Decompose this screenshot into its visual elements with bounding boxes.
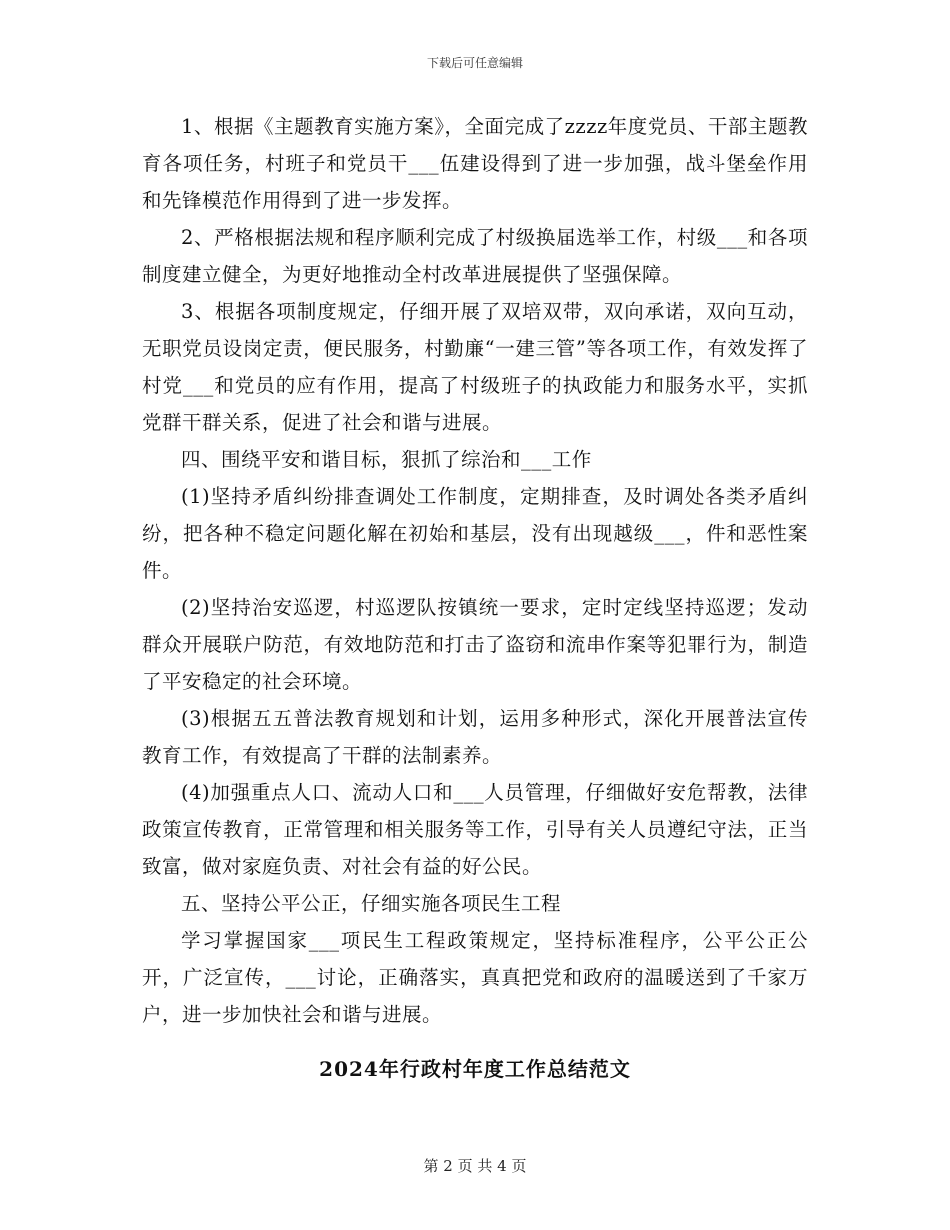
paragraph-4-4: (4)加强重点人口、流动人口和___人员管理，仔细做好安危帮教，法律政策宣传教育，正常管理和相关服务等工作，引导有关人员遵纪守法，正当致富，做对家庭负责、对社会有益的好公民。 xyxy=(142,781,808,878)
header-note: 下载后可任意编辑 xyxy=(426,56,523,70)
page-footer: 第 2 页 共 4 页 xyxy=(423,1157,527,1175)
section-heading-4: 四、围绕平安和谐目标，狠抓了综治和___工作 xyxy=(181,448,592,471)
paragraph-5-1: 学习掌握国家___项民生工程政策规定，坚持标准程序，公平公正公开，广泛宣传，___讨论，正确落实，真真把党和政府的温暖送到了千家万户，进一步加快社会和谐与进展。 xyxy=(142,929,808,1026)
paragraph-4-1: (1)坚持矛盾纠纷排查调处工作制度，定期排查，及时调处各类矛盾纠纷，把各种不稳定问题化解在初始和基层，没有出现越级___，件和恶性案件。 xyxy=(142,485,808,582)
paragraph-4-2: (2)坚持治安巡逻，村巡逻队按镇统一要求，定时定线坚持巡逻；发动群众开展联户防范，有效地防范和打击了盗窃和流串作案等犯罪行为，制造了平安稳定的社会环境。 xyxy=(142,596,808,693)
paragraph-1: 1、根据《主题教育实施方案》，全面完成了zzzz年度党员、干部主题教育各项任务，村班子和党员干___伍建设得到了进一步加强，战斗堡垒作用和先锋模范作用得到了进一步发挥。 xyxy=(142,115,808,212)
section-heading-5: 五、坚持公平公正，仔细实施各项民生工程 xyxy=(181,892,562,915)
document-body xyxy=(142,108,808,1033)
paragraph-2: 2、严格根据法规和程序顺利完成了村级换届选举工作，村级___和各项制度建立健全，为更好地推动全村改革进展提供了坚强保障。 xyxy=(142,226,808,286)
document-title: 2024年行政村年度工作总结范文 xyxy=(319,1057,631,1081)
paragraph-3: 3、根据各项制度规定，仔细开展了双培双带，双向承诺，双向互动，无职党员设岗定责，便民服务，村勤廉“一建三管”等各项工作，有效发挥了村党___和党员的应有作用，提高了村级班子的执政能力和服务水平，实抓党群干群关系，促进了社会和谐与进展。 xyxy=(142,300,808,434)
paragraph-4-3: (3)根据五五普法教育规划和计划，运用多种形式，深化开展普法宣传教育工作，有效提高了干群的法制素养。 xyxy=(142,707,808,767)
